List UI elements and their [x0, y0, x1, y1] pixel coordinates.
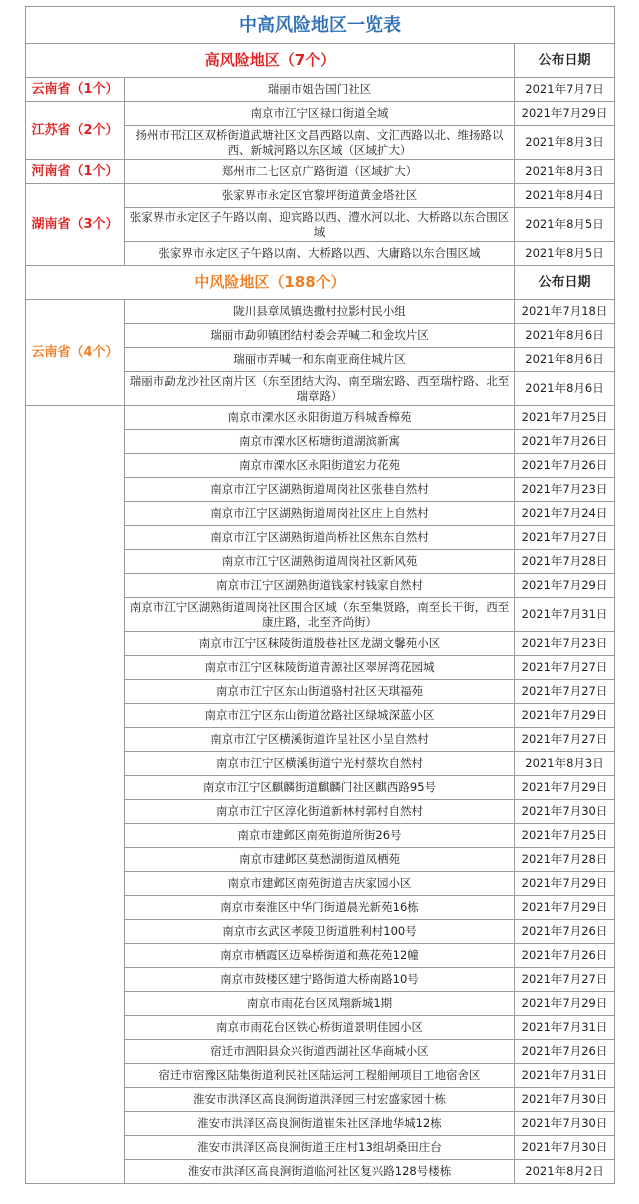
area-cell: 南京市溧水区永阳街道宏力花苑 [125, 454, 515, 478]
area-cell: 郑州市二七区京广路街道（区域扩大） [125, 160, 515, 184]
date-cell: 2021年8月6日 [515, 324, 615, 348]
area-cell: 瑞丽市勐卯镇团结村委会弄喊二和金坎片区 [125, 324, 515, 348]
area-cell: 南京市江宁区秣陵街道青源社区翠屏湾花园城 [125, 656, 515, 680]
date-cell: 2021年7月28日 [515, 550, 615, 574]
date-cell: 2021年7月29日 [515, 872, 615, 896]
area-cell: 陇川县章凤镇迭撒村拉影村民小组 [125, 300, 515, 324]
date-cell: 2021年7月26日 [515, 454, 615, 478]
date-cell: 2021年7月23日 [515, 632, 615, 656]
area-cell: 瑞丽市姐告国门社区 [125, 78, 515, 102]
area-cell: 张家界市永定区官黎坪街道黄金塔社区 [125, 184, 515, 208]
area-cell: 张家界市永定区子午路以南、迎宾路以西、澧水河以北、大桥路以东合围区域 [125, 208, 515, 242]
area-cell: 张家界市永定区子午路以南、大桥路以西、大庸路以东合围区域 [125, 242, 515, 266]
area-cell: 瑞丽市弄喊一和东南亚商住城片区 [125, 348, 515, 372]
date-cell: 2021年7月30日 [515, 1136, 615, 1160]
province-cell: 湖南省（3个） [25, 184, 125, 266]
province-cell: 云南省（4个） [25, 300, 125, 406]
high-risk-heading: 高风险地区（7个） [25, 44, 515, 78]
date-cell: 2021年7月30日 [515, 1112, 615, 1136]
date-cell: 2021年7月27日 [515, 968, 615, 992]
date-cell: 2021年7月29日 [515, 992, 615, 1016]
date-cell: 2021年7月29日 [515, 776, 615, 800]
province-cell: 河南省（1个） [25, 160, 125, 184]
date-cell: 2021年7月29日 [515, 704, 615, 728]
area-cell: 南京市江宁区东山街道岔路社区绿城深蓝小区 [125, 704, 515, 728]
date-cell: 2021年7月29日 [515, 574, 615, 598]
date-cell: 2021年7月23日 [515, 478, 615, 502]
date-cell: 2021年8月2日 [515, 1160, 615, 1184]
area-cell: 南京市江宁区湖熟街道周岗社区张巷自然村 [125, 478, 515, 502]
area-cell: 南京市江宁区横溪街道许呈社区小呈自然村 [125, 728, 515, 752]
area-cell: 淮安市洪泽区高良涧街道洪泽园三村宏盛家园十栋 [125, 1088, 515, 1112]
area-cell: 扬州市邗江区双桥街道武塘社区文昌西路以南、文汇西路以北、维扬路以西、新城河路以东区域（区域扩大） [125, 126, 515, 160]
area-cell: 南京市建邺区南苑街道所街26号 [125, 824, 515, 848]
table-title: 中高风险地区一览表 [25, 6, 615, 44]
date-cell: 2021年8月3日 [515, 160, 615, 184]
area-cell: 宿迁市泗阳县众兴街道西湖社区华商城小区 [125, 1040, 515, 1064]
area-cell: 南京市溧水区永阳街道万科城香樟苑 [125, 406, 515, 430]
province-cell [25, 406, 125, 1184]
date-cell: 2021年7月28日 [515, 848, 615, 872]
area-cell: 南京市江宁区横溪街道宁光村蔡坎自然村 [125, 752, 515, 776]
date-cell: 2021年7月24日 [515, 502, 615, 526]
area-cell: 南京市雨花台区铁心桥街道景明佳园小区 [125, 1016, 515, 1040]
area-cell: 南京市玄武区孝陵卫街道胜利村100号 [125, 920, 515, 944]
date-cell: 2021年8月3日 [515, 126, 615, 160]
date-cell: 2021年7月27日 [515, 680, 615, 704]
date-cell: 2021年7月30日 [515, 1088, 615, 1112]
date-cell: 2021年8月5日 [515, 208, 615, 242]
area-cell: 南京市江宁区秣陵街道殷巷社区龙湖文馨苑小区 [125, 632, 515, 656]
date-cell: 2021年7月29日 [515, 896, 615, 920]
date-cell: 2021年7月31日 [515, 598, 615, 632]
area-cell: 瑞丽市勐龙沙社区南片区（东至团结大沟、南至瑞宏路、西至瑞柠路、北至瑞章路） [125, 372, 515, 406]
date-cell: 2021年7月26日 [515, 944, 615, 968]
date-cell: 2021年8月4日 [515, 184, 615, 208]
area-cell: 南京市江宁区禄口街道全域 [125, 102, 515, 126]
date-cell: 2021年7月30日 [515, 800, 615, 824]
date-cell: 2021年7月26日 [515, 430, 615, 454]
date-cell: 2021年8月6日 [515, 372, 615, 406]
area-cell: 南京市江宁区湖熟街道尚桥社区焦东自然村 [125, 526, 515, 550]
area-cell: 南京市江宁区湖熟街道周岗社区庄上自然村 [125, 502, 515, 526]
area-cell: 南京市江宁区湖熟街道周岗社区新风苑 [125, 550, 515, 574]
area-cell: 南京市栖霞区迈皋桥街道和燕花苑12幢 [125, 944, 515, 968]
date-cell: 2021年8月5日 [515, 242, 615, 266]
area-cell: 淮安市洪泽区高良涧街道崔朱社区泽地华城12栋 [125, 1112, 515, 1136]
date-cell: 2021年7月18日 [515, 300, 615, 324]
area-cell: 南京市江宁区麒麟街道麒麟门社区麒西路95号 [125, 776, 515, 800]
date-cell: 2021年7月27日 [515, 728, 615, 752]
date-cell: 2021年8月3日 [515, 752, 615, 776]
province-cell: 江苏省（2个） [25, 102, 125, 160]
area-cell: 南京市江宁区淳化街道新林村郭村自然村 [125, 800, 515, 824]
area-cell: 淮安市洪泽区高良涧街道临河社区复兴路128号楼栋 [125, 1160, 515, 1184]
area-cell: 南京市江宁区湖熟街道周岗社区围合区域（东至集贤路，南至长干街，西至康庄路，北至齐尚街） [125, 598, 515, 632]
area-cell: 宿迁市宿豫区陆集街道利民社区陆运河工程船闸项目工地宿舍区 [125, 1064, 515, 1088]
area-cell: 南京市鼓楼区建宁路街道大桥南路10号 [125, 968, 515, 992]
date-cell: 2021年7月26日 [515, 1040, 615, 1064]
date-cell: 2021年7月25日 [515, 406, 615, 430]
date-cell: 2021年7月31日 [515, 1064, 615, 1088]
date-cell: 2021年7月29日 [515, 102, 615, 126]
province-cell: 云南省（1个） [25, 78, 125, 102]
area-cell: 南京市建邺区莫愁湖街道凤栖苑 [125, 848, 515, 872]
date-cell: 2021年8月6日 [515, 348, 615, 372]
area-cell: 南京市江宁区湖熟街道钱家村钱家自然村 [125, 574, 515, 598]
area-cell: 淮安市洪泽区高良涧街道王庄村13组胡桑田庄台 [125, 1136, 515, 1160]
high-risk-date-header: 公布日期 [515, 44, 615, 78]
area-cell: 南京市建邺区南苑街道吉庆家园小区 [125, 872, 515, 896]
date-cell: 2021年7月31日 [515, 1016, 615, 1040]
date-cell: 2021年7月26日 [515, 920, 615, 944]
date-cell: 2021年7月27日 [515, 526, 615, 550]
date-cell: 2021年7月25日 [515, 824, 615, 848]
mid-risk-date-header: 公布日期 [515, 266, 615, 300]
area-cell: 南京市雨花台区凤翔新城1期 [125, 992, 515, 1016]
mid-risk-heading: 中风险地区（188个） [25, 266, 515, 300]
date-cell: 2021年7月7日 [515, 78, 615, 102]
date-cell: 2021年7月27日 [515, 656, 615, 680]
area-cell: 南京市江宁区东山街道骆村社区天琪福苑 [125, 680, 515, 704]
area-cell: 南京市秦淮区中华门街道晨光新苑16栋 [125, 896, 515, 920]
area-cell: 南京市溧水区柘塘街道湖滨新寓 [125, 430, 515, 454]
